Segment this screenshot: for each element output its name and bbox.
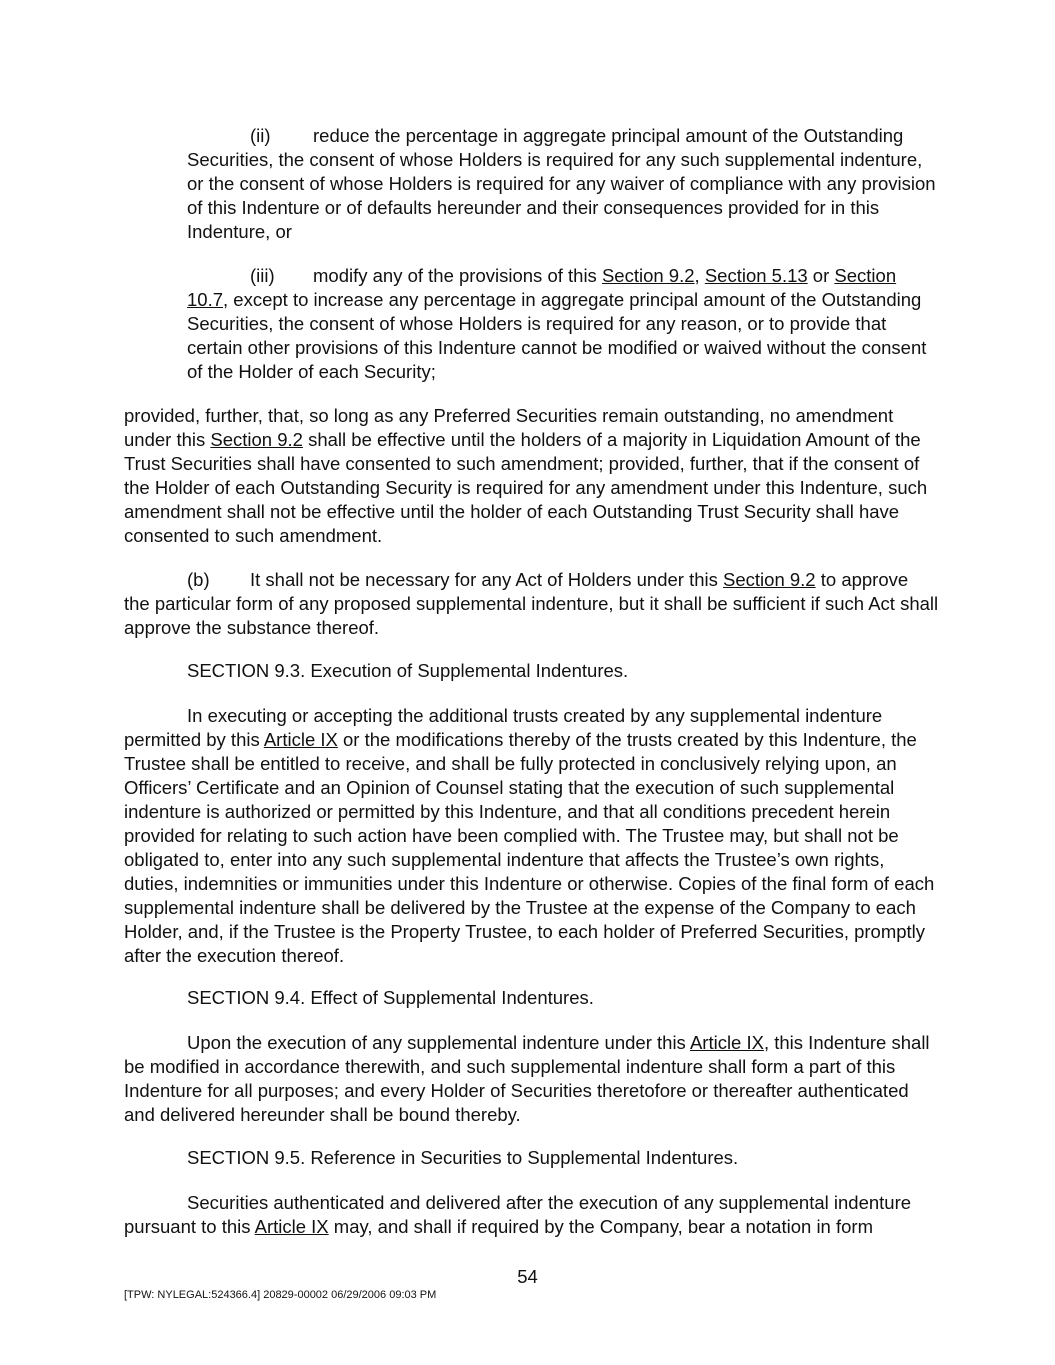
section-9-4-body: Upon the execution of any supplemental indenture under this Article IX, this Indenture shall be modified in accordance therewith, and such supplemental indenture shall form a part of this Indenture for all purposes; and every Holder of Securities theretofore or thereafter authenticated and delivered hereunder shall be bound thereby.: [124, 1032, 930, 1125]
clause-ii-label: (ii): [250, 125, 271, 146]
section-9-2-link[interactable]: Section 9.2: [601, 265, 695, 286]
section-9-5-heading: SECTION 9.5. Reference in Securities to Supplemental Indentures.: [187, 1147, 739, 1168]
article-ix-link[interactable]: Article IX: [689, 1032, 764, 1053]
clause-b: (b) It shall not be necessary for any Act of Holders under this Section 9.2 to approve the particular form of any proposed supplemental indenture, but it shall be sufficient if such Act shall approve the substance thereof.: [124, 569, 939, 638]
proviso-paragraph: provided, further, that, so long as any Preferred Securities remain outstanding, no amendment under this Section 9.2 shall be effective until the holders of a majority in Liquidation Amount of the Trust Securities shall have consented to such amendment; provided, further, that if the consent of the Holder of each Outstanding Security is required for any amendment under this Indenture, such amendment shall not be effective until the holder of each Outstanding Trust Security shall have consented to such amendment.: [124, 405, 928, 546]
section-9-2-link[interactable]: Section 9.2: [210, 429, 303, 450]
document-footer: [TPW: NYLEGAL:524366.4] 20829-00002 06/29/2006 09:03 PM: [124, 1289, 437, 1301]
page-number: 54: [517, 1266, 538, 1287]
clause-b-label: (b): [187, 569, 210, 590]
clause-ii: [187, 124, 939, 244]
section-10-7-link[interactable]: Section 10.7: [187, 265, 897, 310]
section-9-2-link[interactable]: Section 9.2: [723, 569, 816, 590]
section-9-5-body: Securities authenticated and delivered after the execution of any supplemental indenture pursuant to this Article IX may, and shall if required by the Company, bear a notation in form: [124, 1192, 912, 1237]
clause-iii: (iii) modify any of the provisions of this Section 9.2, Section 5.13 or Section 10.7, except to increase any percentage in aggregate principal amount of the Outstanding Securities, the consent of whose Holders is required for any reason, or to provide that certain other provisions of this Indenture cannot be modified or waived without the consent of the Holder of each Security;: [187, 265, 927, 382]
clause-ii-text: reduce the percentage in aggregate principal amount of the Outstanding Securities, the consent of whose Holders is required for any such supplemental indenture, or the consent of whose Holders is required for any waiver of compliance with any provision of this Indenture or of defaults hereunder and their consequences provided for in this Indenture, or: [187, 125, 936, 242]
section-9-4-heading: SECTION 9.4. Effect of Supplemental Indentures.: [187, 987, 594, 1008]
section-5-13-link[interactable]: Section 5.13: [704, 265, 808, 286]
article-ix-link[interactable]: Article IX: [254, 1216, 329, 1237]
article-ix-link[interactable]: Article IX: [263, 729, 338, 750]
section-9-3-body: In executing or accepting the additional trusts created by any supplemental indenture permitted by this Article IX or the modifications thereby of the trusts created by this Indenture, the Trustee shall be entitled to receive, and shall be fully protected in conclusively relying upon, an Officers’ Certificate and an Opinion of Counsel stating that the execution of such supplemental indenture is authorized or permitted by this Indenture, and that all conditions precedent herein provided for relating to such action have been complied with. The Trustee may, but shall not be obligated to, enter into any such supplemental indenture that affects the Trustee’s own rights, duties, indemnities or immunities under this Indenture or otherwise. Copies of the final form of each supplemental indenture shall be delivered by the Trustee at the expense of the Company to each Holder, and, if the Trustee is the Property Trustee, to each holder of Preferred Securities, promptly after the execution thereof.: [124, 705, 935, 966]
section-9-3-heading: SECTION 9.3. Execution of Supplemental Indentures.: [187, 660, 629, 681]
clause-iii-label: (iii): [250, 265, 275, 286]
